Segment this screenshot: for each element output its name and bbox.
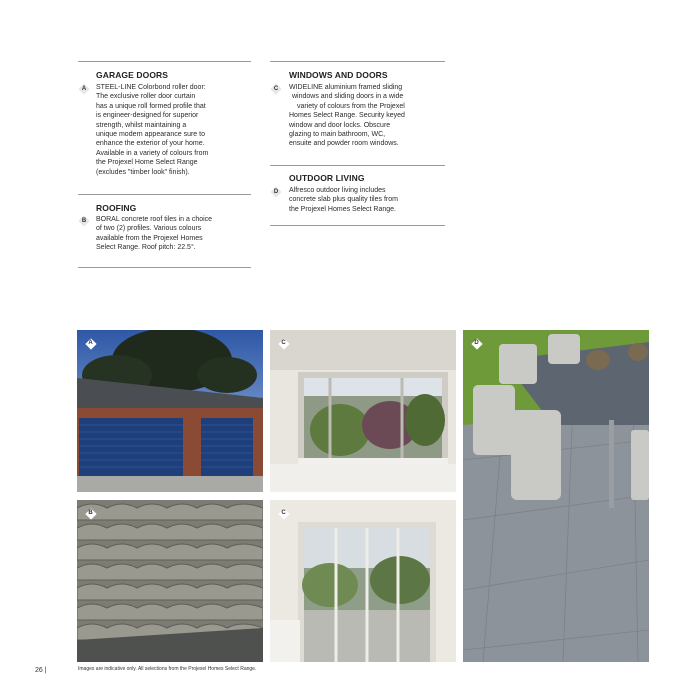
garage-photo-badge: [85, 338, 96, 349]
sliding-door-photo: [270, 500, 456, 662]
garage-line: enhance the exterior of your home.: [96, 140, 205, 148]
roofing-line: BORAL concrete roof tiles in a choice: [96, 216, 213, 223]
roofing-bottom-rule: [78, 267, 251, 268]
windows-line: windows and sliding doors in a wide: [292, 93, 404, 101]
garage-door-photo: [77, 330, 263, 492]
garage-letter: A: [81, 86, 87, 92]
windows-line: variety of colours from the Projexel: [297, 102, 405, 110]
outdoor-letter-badge: [271, 187, 281, 197]
outdoor-photo-letter: D: [474, 340, 479, 346]
garage-line: has a unique roll formed profile that: [96, 102, 206, 110]
roofing-letter-badge: [79, 216, 89, 226]
roofing-text: [96, 215, 256, 253]
windows-letter-badge: [271, 84, 281, 94]
door-photo-letter: C: [281, 510, 286, 516]
garage-line: The exclusive roller door curtain: [96, 93, 196, 101]
windows-line: window and door locks. Obscure: [289, 121, 391, 129]
garage-line: Available in a variety of colours from: [96, 149, 209, 157]
roofing-line: Select Range. Roof pitch: 22.5°.: [96, 244, 196, 252]
outdoor-line: the Projexel Homes Select Range.: [289, 205, 396, 213]
garage-line: unique modern appearance sure to: [96, 131, 205, 139]
outdoor-top-rule: [270, 165, 445, 166]
footer-disclaimer: Images are indicative only. All selections from the Projexel Homes Select Range.: [78, 666, 257, 672]
outdoor-letter: D: [273, 189, 279, 195]
window-photo-badge: [278, 338, 289, 349]
windows-line: WIDELINE aluminium framed sliding: [289, 84, 403, 91]
door-photo-badge: [278, 508, 289, 519]
windows-letter: C: [273, 86, 279, 92]
window-photo-letter: C: [281, 340, 286, 346]
outdoor-photo-badge: [471, 338, 482, 349]
roofing-heading: ROOFING: [96, 203, 137, 213]
garage-text: [96, 83, 256, 177]
outdoor-line: Alfresco outdoor living includes: [289, 187, 386, 194]
garage-photo-letter: A: [88, 340, 93, 346]
roofing-line: of two (2) profiles. Various colours: [96, 225, 202, 233]
garage-heading: GARAGE DOORS: [96, 70, 169, 80]
windows-line: glazing to main bathroom, WC,: [289, 131, 386, 139]
garage-line: is engineer-designed for superior: [96, 112, 199, 120]
outdoor-living-photo: [463, 330, 649, 662]
page-number: 26 |: [35, 667, 47, 674]
garage-line: strength, whilst maintaining a: [96, 121, 187, 129]
garage-top-rule: [78, 61, 251, 62]
garage-line: the Projexel Home Select Range: [96, 159, 198, 167]
roofing-top-rule: [78, 194, 251, 195]
garage-line: STEEL-LINE Colorbond roller door:: [96, 84, 206, 91]
windows-text: [289, 83, 449, 149]
garage-line: (excludes "timber look" finish).: [96, 168, 190, 176]
roof-photo-badge: [85, 508, 96, 519]
outdoor-text: [289, 186, 449, 214]
roof-photo-letter: B: [88, 510, 93, 516]
outdoor-heading: OUTDOOR LIVING: [289, 173, 365, 183]
garage-letter-badge: [79, 84, 89, 94]
outdoor-line: concrete slab plus quality tiles from: [289, 196, 398, 204]
outdoor-bottom-rule: [270, 225, 445, 226]
roof-tiles-photo: [77, 500, 263, 662]
windows-line: ensuite and powder room windows.: [289, 140, 399, 148]
window-photo: [270, 330, 456, 492]
windows-top-rule: [270, 61, 445, 62]
roofing-line: available from the Projexel Homes: [96, 234, 203, 242]
windows-heading: WINDOWS AND DOORS: [289, 70, 388, 80]
windows-line: Homes Select Range. Security keyed: [289, 112, 405, 120]
roofing-letter: B: [81, 218, 87, 224]
